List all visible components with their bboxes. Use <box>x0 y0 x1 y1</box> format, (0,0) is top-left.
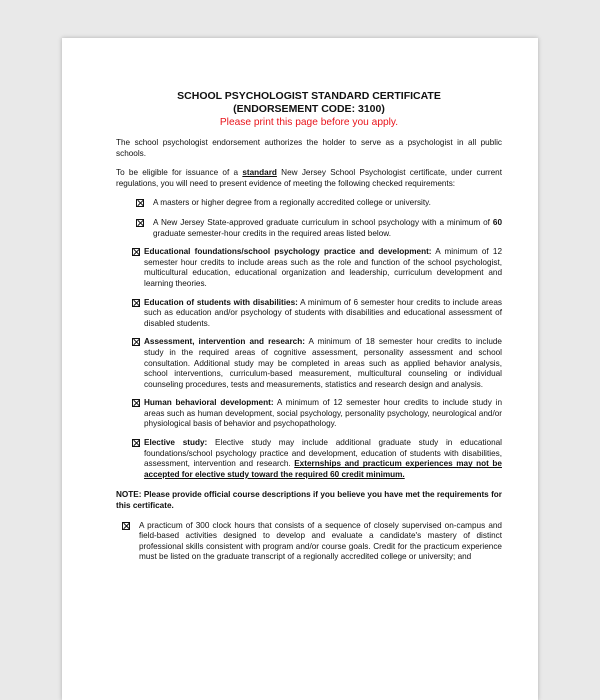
area-body: A minimum of 18 semester hour credits to include study in the required areas of cognitive assessment, personality assessment and school consultation. Additional study may be completed in areas such as applied behavior analysis, school interventions, curriculum-based measurement, multicultural counseling or individual counseling procedures, tests and measurements, statistics and research design and analysis. <box>144 337 502 389</box>
area-text <box>144 337 502 390</box>
curriculum-text-2: graduate semester-hour credits in the required areas listed below. <box>153 228 392 238</box>
area-elective-study <box>132 438 502 480</box>
eligibility-text-2: New Jersey School Psychologist certificate, under current regulations, you will need to present evidence of meeting the following checked requirements: <box>116 168 502 188</box>
area-educational-foundations <box>132 247 502 289</box>
eligibility-text-1: To be eligible for issuance of a <box>116 168 243 178</box>
document-page <box>62 38 538 700</box>
area-body: A minimum of 6 semester hour credits to include areas such as education and/or psychology of students with disabilities and educational assessment of disabled students. <box>144 297 502 328</box>
area-body: A minimum of 12 semester hour credits to include areas such as the role and function of the school psychologist, multicultural education, educational organization and leadership, curriculum development and learning theories. <box>144 247 503 288</box>
area-elective-underlined: Externships and practicum experiences may not be accepted for elective study toward the required 60 credit minimum. <box>144 459 502 479</box>
requirement-practicum-text: A practicum of 300 clock hours that consists of a sequence of closely supervised on-campus and field-based activities designed to develop and evaluate a candidate's mastery of distinct professional skills consistent with program and/or course goals. Credit for the practicum experience must be listed on the graduate transcript of a regionally accredited college or university; and <box>139 520 502 562</box>
eligibility-emphasis: standard <box>242 168 277 178</box>
requirement-degree <box>142 198 502 209</box>
checked-box-icon <box>132 439 140 447</box>
requirement-curriculum <box>142 218 502 239</box>
area-body: A minimum of 12 semester hour credits to include study in areas such as human development, social psychology, personality psychology, neurological and/or physiological basis of behavior and psychopathology. <box>144 398 502 429</box>
area-heading: Human behavioral development: <box>144 398 274 408</box>
eligibility-paragraph <box>116 168 502 189</box>
checked-box-icon <box>132 338 140 346</box>
note-paragraph: NOTE: Please provide official course descriptions if you believe you have met the requirements for this certificate. <box>116 490 502 511</box>
document-content <box>116 90 502 563</box>
requirement-degree-text: A masters or higher degree from a regionally accredited college or university. <box>153 198 431 208</box>
area-text <box>144 438 502 480</box>
intro-paragraph: The school psychologist endorsement authorizes the holder to serve as a psychologist in all public schools. <box>116 138 502 158</box>
area-heading: Assessment, intervention and research: <box>144 337 305 347</box>
area-text <box>144 298 502 330</box>
checked-box-icon <box>122 522 130 530</box>
checked-box-icon <box>132 248 140 256</box>
requirement-practicum <box>128 521 502 563</box>
area-body: Elective study may include additional graduate study in educational foundations/school psychology practice and development, education of students with disabilities, assessment, intervention and research. <box>144 438 502 469</box>
area-text <box>144 398 502 430</box>
area-text <box>144 247 502 289</box>
checked-box-icon <box>132 399 140 407</box>
checked-box-icon <box>136 199 144 207</box>
area-heading: Education of students with disabilities: <box>144 297 298 307</box>
area-heading: Elective study: <box>144 438 208 448</box>
area-human-development <box>132 398 502 430</box>
checked-box-icon <box>136 219 144 227</box>
curriculum-credits: 60 <box>492 217 502 227</box>
area-assessment-intervention <box>132 337 502 390</box>
certificate-title: SCHOOL PSYCHOLOGIST STANDARD CERTIFICATE <box>177 90 441 102</box>
area-heading: Educational foundations/school psychology practice and development: <box>144 247 432 257</box>
checked-box-icon <box>132 299 140 307</box>
endorsement-code: (ENDORSEMENT CODE: 3100) <box>233 103 385 115</box>
requirement-curriculum-text <box>153 218 502 239</box>
curriculum-text-1: A New Jersey State-approved graduate curriculum in school psychology with a minimum of <box>153 217 493 227</box>
area-students-disabilities <box>132 298 502 330</box>
print-notice: Please print this page before you apply. <box>219 117 399 128</box>
